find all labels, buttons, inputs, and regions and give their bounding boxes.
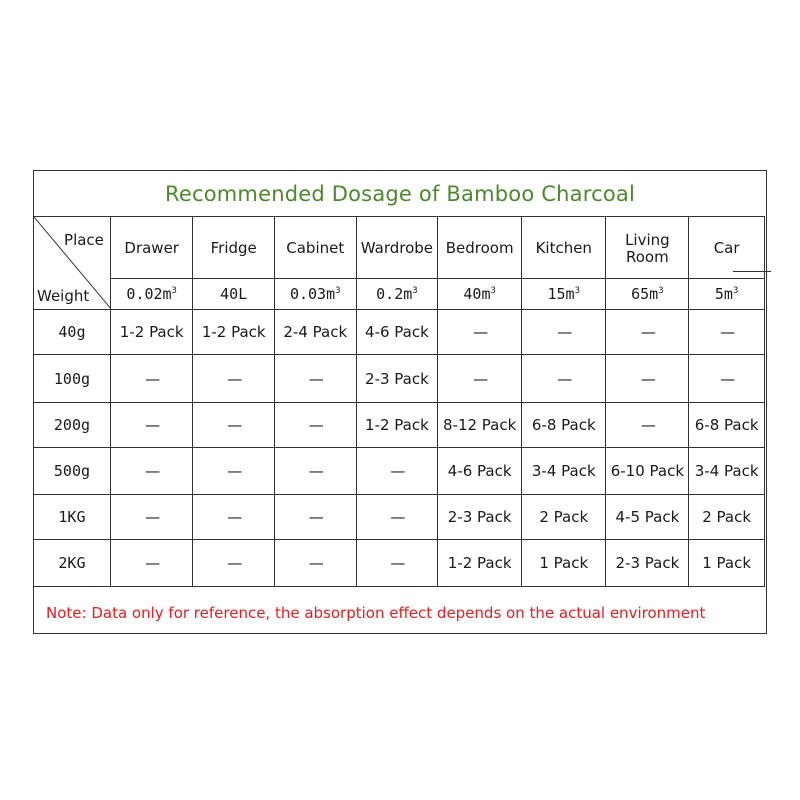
volume-value: 0.2m	[376, 285, 413, 303]
weight-cell: 2KG	[34, 540, 111, 587]
dosage-cell-empty: —	[274, 355, 356, 403]
dosage-cell-empty: —	[110, 448, 193, 495]
dosage-table	[33, 216, 765, 587]
volume-exponent: 3	[490, 286, 496, 296]
dosage-cell: 2-3 Pack	[438, 495, 522, 540]
dosage-row	[34, 355, 765, 403]
volume-cell	[110, 279, 193, 310]
volume-value: 40L	[220, 285, 248, 303]
volume-value: 65m	[631, 285, 659, 303]
header-fridge: Fridge	[193, 217, 275, 279]
volume-exponent: 3	[658, 286, 664, 296]
dosage-cell: 3-4 Pack	[689, 448, 765, 495]
dosage-cell: 8-12 Pack	[438, 403, 522, 448]
dosage-cell-empty: —	[193, 448, 275, 495]
volume-value: 0.03m	[289, 285, 336, 303]
weight-cell: 200g	[34, 403, 111, 448]
header-living-line1: Living	[625, 230, 670, 249]
volume-exponent: 3	[335, 286, 341, 296]
volume-value: 15m	[547, 285, 575, 303]
dosage-cell: 1 Pack	[689, 540, 765, 587]
volume-value: 5m	[714, 285, 733, 303]
dosage-cell-empty: —	[606, 310, 689, 355]
dosage-cell-empty: —	[606, 403, 689, 448]
dosage-cell-empty: —	[110, 540, 193, 587]
volume-exponent: 3	[574, 286, 581, 296]
volume-cell	[274, 279, 356, 310]
dosage-cell-empty: —	[356, 448, 438, 495]
dosage-cell-empty: —	[689, 355, 765, 403]
header-kitchen: Kitchen	[522, 217, 606, 279]
dosage-cell: 1-2 Pack	[438, 540, 522, 587]
dosage-cell: 2-3 Pack	[606, 540, 689, 587]
volume-cell	[356, 279, 438, 310]
corner-cell	[34, 217, 111, 310]
volume-cell	[522, 279, 606, 310]
dosage-cell-empty: —	[606, 355, 689, 403]
dosage-cell-empty: —	[193, 540, 275, 587]
dosage-cell: 6-8 Pack	[689, 403, 765, 448]
place-label: Place	[64, 231, 104, 249]
reference-note: Note: Data only for reference, the absorption effect depends on the actual environment	[46, 604, 706, 622]
dosage-cell: 2 Pack	[689, 495, 765, 540]
dosage-cell: 3-4 Pack	[522, 448, 606, 495]
dosage-cell-empty: —	[274, 540, 356, 587]
dosage-cell-empty: —	[110, 355, 193, 403]
weight-cell: 500g	[34, 448, 111, 495]
dosage-cell-empty: —	[193, 495, 275, 540]
header-car: Car	[689, 217, 765, 279]
dosage-cell-empty: —	[193, 403, 275, 448]
dosage-cell: 2-4 Pack	[274, 310, 356, 355]
header-cabinet: Cabinet	[274, 217, 356, 279]
dosage-row	[34, 495, 765, 540]
volume-row	[34, 279, 765, 310]
volume-cell	[606, 279, 689, 310]
header-bedroom: Bedroom	[438, 217, 522, 279]
dosage-cell-empty: —	[110, 403, 193, 448]
header-drawer: Drawer	[110, 217, 193, 279]
header-row	[34, 217, 765, 279]
dosage-cell: 2-3 Pack	[356, 355, 438, 403]
dosage-cell-empty: —	[356, 540, 438, 587]
volume-exponent: 3	[732, 286, 739, 296]
weight-cell: 100g	[34, 355, 111, 403]
volume-exponent: 3	[171, 286, 177, 296]
volume-exponent: 3	[412, 286, 418, 296]
dosage-cell: 4-6 Pack	[438, 448, 522, 495]
dosage-cell: 1 Pack	[522, 540, 606, 587]
dosage-cell: 2 Pack	[522, 495, 606, 540]
volume-value: 0.02m	[126, 285, 172, 303]
dosage-cell: 6-10 Pack	[606, 448, 689, 495]
dosage-cell-empty: —	[438, 310, 522, 355]
dosage-cell: 1-2 Pack	[193, 310, 275, 355]
dosage-row	[34, 403, 765, 448]
dosage-cell: 4-5 Pack	[606, 495, 689, 540]
dosage-cell-empty: —	[689, 310, 765, 355]
dosage-cell-empty: —	[522, 310, 606, 355]
volume-value: 40m	[463, 285, 491, 303]
dosage-row	[34, 540, 765, 587]
volume-cell	[689, 279, 765, 310]
dosage-cell-empty: —	[193, 355, 275, 403]
dosage-table-frame	[33, 170, 767, 634]
dosage-cell: 1-2 Pack	[110, 310, 193, 355]
header-rule-extension	[733, 271, 771, 272]
volume-cell	[193, 279, 275, 310]
header-wardrobe: Wardrobe	[356, 217, 438, 279]
weight-cell: 1KG	[34, 495, 111, 540]
header-living-line2: Room	[626, 247, 669, 266]
dosage-cell-empty: —	[438, 355, 522, 403]
dosage-row	[34, 310, 765, 355]
dosage-cell: 1-2 Pack	[356, 403, 438, 448]
dosage-row	[34, 448, 765, 495]
table-title: Recommended Dosage of Bamboo Charcoal	[165, 181, 635, 206]
dosage-cell: 6-8 Pack	[522, 403, 606, 448]
volume-cell	[438, 279, 522, 310]
weight-label: Weight	[37, 287, 90, 305]
dosage-cell-empty: —	[274, 448, 356, 495]
dosage-cell-empty: —	[356, 495, 438, 540]
dosage-cell-empty: —	[522, 355, 606, 403]
header-living-room	[606, 217, 689, 279]
dosage-cell-empty: —	[274, 403, 356, 448]
dosage-cell: 4-6 Pack	[356, 310, 438, 355]
weight-cell: 40g	[34, 310, 111, 355]
dosage-cell-empty: —	[110, 495, 193, 540]
dosage-cell-empty: —	[274, 495, 356, 540]
